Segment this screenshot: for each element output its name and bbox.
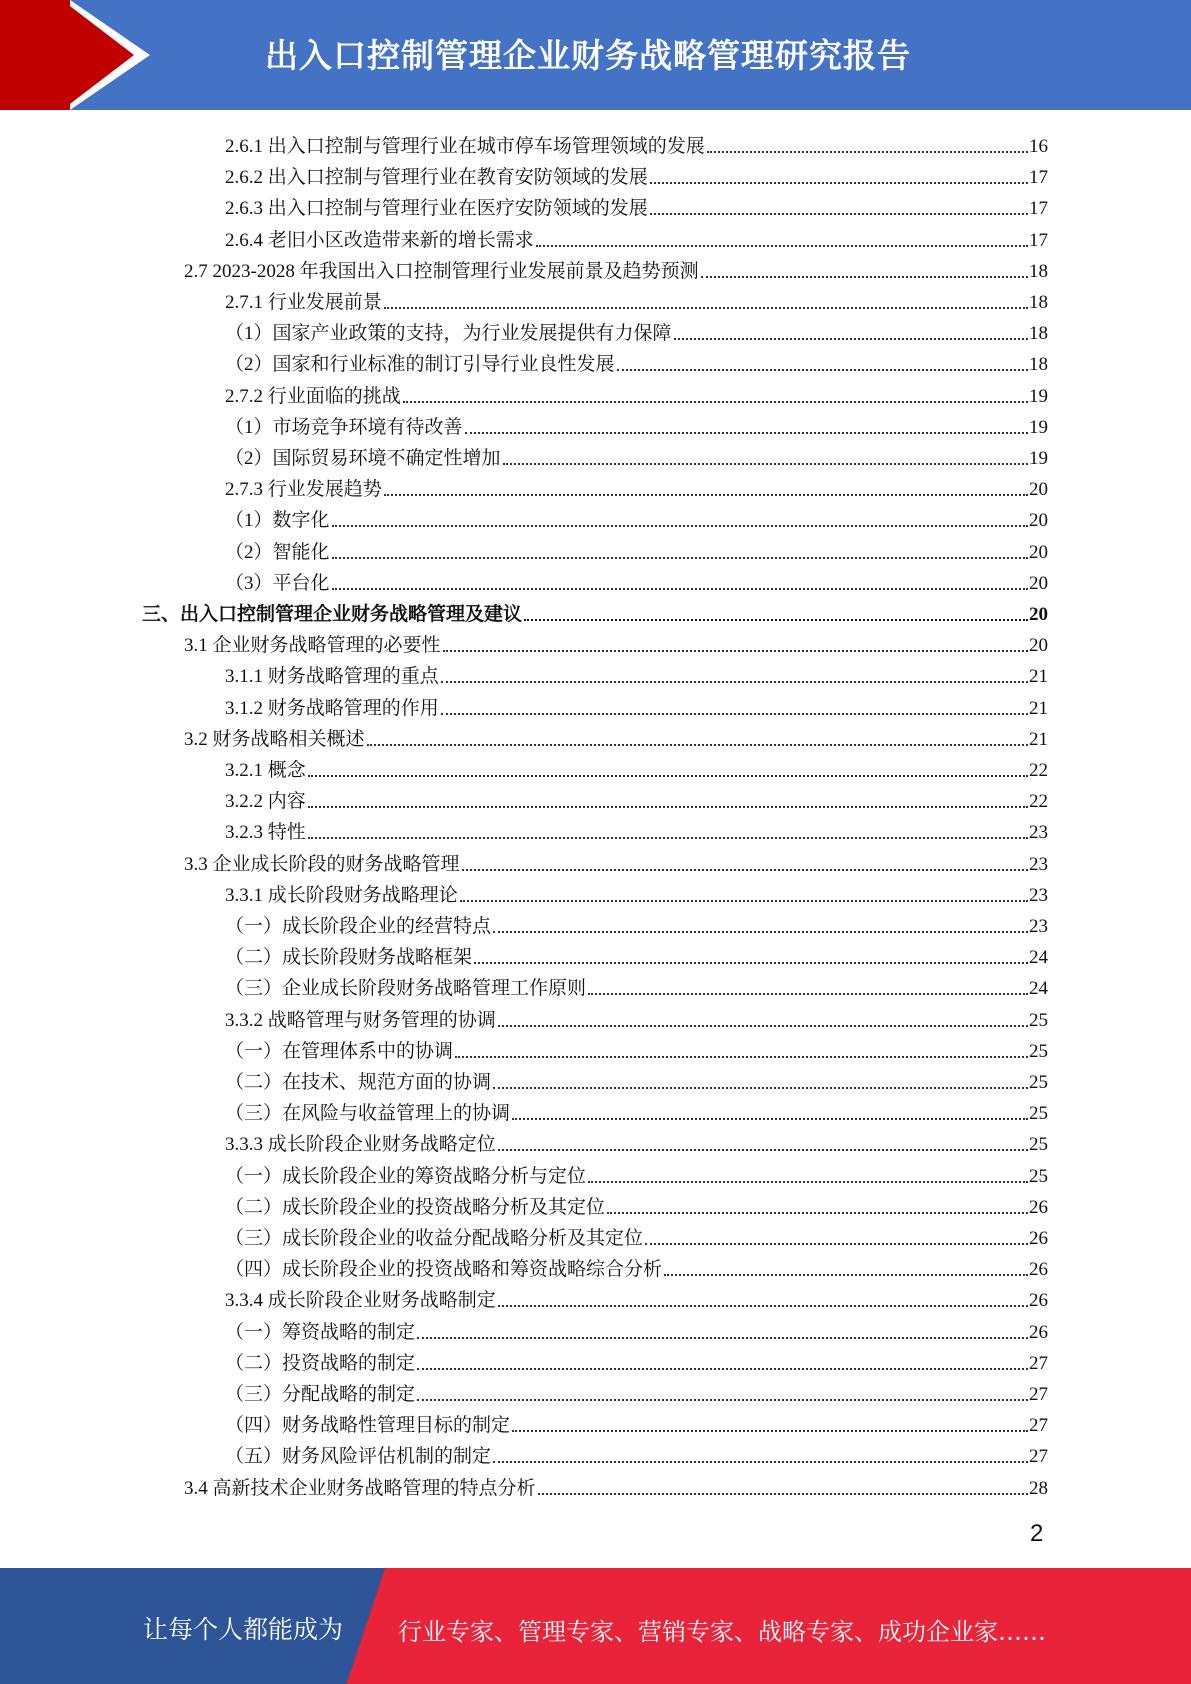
toc-entry-page: 17 — [1029, 229, 1048, 251]
toc-entry[interactable] — [225, 814, 1048, 845]
toc-leader-dots — [498, 1149, 1028, 1151]
toc-entry-label: 3.1 企业财务战略管理的必要性 — [184, 635, 441, 657]
toc-entry-label: 3.2.2 内容 — [225, 791, 306, 813]
toc-entry-page: 20 — [1029, 604, 1048, 625]
toc-entry-page: 19 — [1029, 385, 1048, 407]
toc-entry[interactable] — [184, 253, 1048, 284]
toc-entry[interactable] — [225, 159, 1048, 190]
toc-entry-label: （三）在风险与收益管理上的协调 — [225, 1103, 511, 1125]
toc-entry[interactable] — [225, 471, 1048, 502]
toc-entry-label: （1）市场竞争环境有待改善 — [225, 416, 463, 438]
toc-entry[interactable] — [225, 752, 1048, 783]
toc-entry[interactable] — [225, 690, 1048, 721]
footer-slogan-right: 行业专家、管理专家、营销专家、战略专家、成功企业家…… — [398, 1618, 1046, 1646]
toc-entry[interactable] — [225, 939, 1048, 970]
toc-entry-page: 23 — [1029, 822, 1048, 844]
toc-leader-dots — [308, 806, 1028, 808]
toc-leader-dots — [332, 557, 1028, 559]
toc-entry-page: 23 — [1029, 916, 1048, 937]
toc-entry-label: （三）分配战略的制定 — [225, 1384, 416, 1405]
page-footer — [0, 1568, 1191, 1684]
toc-leader-dots — [384, 307, 1028, 309]
toc-leader-dots — [503, 463, 1028, 465]
toc-entry[interactable] — [225, 1438, 1048, 1469]
toc-entry-label: 3.2 财务战略相关概述 — [184, 728, 365, 750]
toc-leader-dots — [443, 650, 1028, 652]
toc-entry-page: 20 — [1029, 510, 1048, 532]
toc-entry-label: （二）成长阶段财务战略框架 — [225, 947, 473, 969]
toc-entry-page: 18 — [1029, 260, 1048, 282]
toc-leader-dots — [367, 744, 1028, 746]
toc-entry[interactable] — [225, 658, 1048, 689]
toc-leader-dots — [536, 245, 1028, 247]
toc-entry[interactable] — [225, 1064, 1048, 1095]
toc-entry-label: （3）平台化 — [225, 572, 330, 594]
toc-entry[interactable] — [225, 284, 1048, 315]
toc-entry[interactable] — [225, 1251, 1048, 1282]
toc-leader-dots — [707, 151, 1028, 153]
toc-leader-dots — [493, 931, 1028, 933]
toc-entry[interactable] — [225, 346, 1048, 377]
toc-entry[interactable] — [225, 1282, 1048, 1313]
toc-leader-dots — [512, 1118, 1028, 1120]
toc-entry-page: 26 — [1029, 1228, 1048, 1249]
toc-entry-page: 24 — [1029, 978, 1048, 1000]
toc-entry[interactable] — [225, 440, 1048, 471]
toc-entry-page: 23 — [1029, 853, 1048, 875]
toc-entry[interactable] — [225, 1376, 1048, 1407]
toc-entry[interactable] — [225, 222, 1048, 253]
toc-leader-dots — [465, 432, 1028, 434]
toc-leader-dots — [384, 494, 1028, 496]
toc-entry-label: 2.7.3 行业发展趋势 — [225, 479, 382, 501]
toc-entry-page: 18 — [1029, 292, 1048, 313]
toc-entry-label: （五）财务风险评估机制的制定 — [225, 1446, 492, 1468]
toc-entry-page: 20 — [1029, 541, 1048, 563]
toc-entry-page: 25 — [1029, 1165, 1048, 1187]
toc-entry-label: （二）在技术、规范方面的协调 — [225, 1072, 492, 1093]
page-number: 2 — [1030, 1520, 1044, 1547]
toc-entry-label: 3.1.2 财务战略管理的作用 — [225, 697, 439, 719]
toc-entry-page: 28 — [1029, 1477, 1048, 1499]
toc-entry[interactable] — [225, 565, 1048, 596]
toc-entry[interactable] — [225, 1220, 1048, 1251]
toc-leader-dots — [460, 900, 1028, 902]
toc-entry-label: 2.6.1 出入口控制与管理行业在城市停车场管理领域的发展 — [225, 136, 705, 157]
toc-entry[interactable] — [184, 721, 1048, 752]
toc-leader-dots — [332, 588, 1028, 590]
toc-entry-page: 25 — [1029, 1040, 1048, 1062]
toc-leader-dots — [441, 681, 1028, 683]
toc-leader-dots — [664, 1274, 1028, 1276]
toc-entry-label: （一）成长阶段企业的筹资战略分析与定位 — [225, 1165, 587, 1187]
toc-leader-dots — [701, 276, 1028, 278]
toc-entry-label: 3.2.1 概念 — [225, 760, 306, 781]
toc-entry-page: 27 — [1029, 1446, 1048, 1468]
toc-entry-label: （1）国家产业政策的支持，为行业发展提供有力保障 — [225, 323, 672, 345]
toc-entry-label: （四）财务战略性管理目标的制定 — [225, 1415, 511, 1437]
page-header — [0, 0, 1191, 110]
toc-entry-page: 23 — [1029, 884, 1048, 906]
toc-leader-dots — [588, 993, 1028, 995]
toc-entry[interactable] — [184, 846, 1048, 877]
toc-entry[interactable] — [225, 378, 1048, 409]
toc-leader-dots — [493, 1087, 1028, 1089]
toc-entry-label: （三）企业成长阶段财务战略管理工作原则 — [225, 978, 587, 1000]
toc-leader-dots — [617, 369, 1028, 371]
toc-entry-label: （四）成长阶段企业的投资战略和筹资战略综合分析 — [225, 1259, 663, 1281]
toc-entry-label: （一）在管理体系中的协调 — [225, 1040, 454, 1062]
toc-entry[interactable] — [184, 1470, 1048, 1501]
toc-entry-page: 25 — [1029, 1009, 1048, 1031]
toc-leader-dots — [674, 338, 1028, 340]
toc-leader-dots — [650, 182, 1028, 184]
toc-entry[interactable] — [225, 190, 1048, 221]
toc-entry-label: 3.3.4 成长阶段企业财务战略制定 — [225, 1290, 496, 1312]
toc-entry-page: 25 — [1029, 1103, 1048, 1125]
toc-entry[interactable] — [225, 1345, 1048, 1376]
toc-entry-page: 24 — [1029, 947, 1048, 969]
toc-entry[interactable] — [225, 1158, 1048, 1189]
toc-entry-page: 20 — [1029, 479, 1048, 501]
toc-entry-label: 3.3.1 成长阶段财务战略理论 — [225, 884, 458, 906]
toc-entry[interactable] — [184, 627, 1048, 658]
toc-entry-page: 21 — [1029, 666, 1048, 688]
toc-entry-page: 18 — [1029, 354, 1048, 376]
toc-entry-page: 21 — [1029, 697, 1048, 719]
toc-entry[interactable] — [225, 783, 1048, 814]
header-red-chevron — [62, 0, 134, 110]
toc-entry-label: （2）智能化 — [225, 541, 330, 563]
toc-leader-dots — [417, 1337, 1028, 1339]
toc-leader-dots — [538, 1493, 1028, 1495]
toc-entry-page: 25 — [1029, 1134, 1048, 1156]
toc-entry-page: 22 — [1029, 760, 1048, 781]
toc-entry-label: （一）成长阶段企业的经营特点 — [225, 916, 492, 937]
toc-entry[interactable] — [225, 128, 1048, 159]
toc-entry[interactable] — [225, 409, 1048, 440]
toc-entry[interactable] — [225, 1033, 1048, 1064]
toc-leader-dots — [645, 1243, 1028, 1245]
toc-entry-label: （1）数字化 — [225, 510, 330, 532]
toc-entry[interactable] — [225, 970, 1048, 1001]
toc-entry-label: 2.6.2 出入口控制与管理行业在教育安防领域的发展 — [225, 167, 648, 189]
toc-leader-dots — [588, 1181, 1028, 1183]
toc-entry-page: 16 — [1029, 136, 1048, 157]
toc-entry-page: 27 — [1029, 1352, 1048, 1374]
toc-entry-page: 26 — [1029, 1321, 1048, 1343]
toc-entry-label: 2.7 2023-2028 年我国出入口控制管理行业发展前景及趋势预测 — [184, 260, 699, 282]
toc-entry-page: 19 — [1029, 416, 1048, 438]
toc-entry[interactable] — [225, 315, 1048, 346]
toc-leader-dots — [607, 1212, 1028, 1214]
toc-leader-dots — [403, 401, 1028, 403]
toc-entry-label: 3.3.2 战略管理与财务管理的协调 — [225, 1009, 496, 1031]
toc-entry[interactable] — [225, 1189, 1048, 1220]
toc-entry-page: 27 — [1029, 1415, 1048, 1437]
footer-slogan-left: 让每个人都能成为 — [143, 1615, 344, 1644]
toc-entry[interactable] — [225, 1314, 1048, 1345]
toc-entry-label: （二）成长阶段企业的投资战略分析及其定位 — [225, 1196, 606, 1218]
toc-entry-label: （三）成长阶段企业的收益分配战略分析及其定位 — [225, 1228, 644, 1249]
toc-leader-dots — [308, 837, 1028, 839]
toc-entry-label: 3.4 高新技术企业财务战略管理的特点分析 — [184, 1477, 536, 1499]
toc-entry[interactable] — [225, 502, 1048, 533]
toc-leader-dots — [493, 1461, 1028, 1463]
toc-leader-dots — [332, 525, 1028, 527]
toc-leader-dots — [498, 1305, 1028, 1307]
toc-leader-dots — [417, 1368, 1028, 1370]
header-red-block — [0, 0, 70, 110]
toc-entry-label: 3.1.1 财务战略管理的重点 — [225, 666, 439, 688]
toc-leader-dots — [512, 1430, 1028, 1432]
toc-entry-page: 21 — [1029, 728, 1048, 750]
toc-entry-label: （一）筹资战略的制定 — [225, 1321, 416, 1343]
toc-entry-page: 27 — [1029, 1384, 1048, 1405]
toc-leader-dots — [455, 1056, 1028, 1058]
toc-entry-label: 3.2.3 特性 — [225, 822, 306, 844]
toc-leader-dots — [441, 713, 1028, 715]
toc-entry-page: 17 — [1029, 167, 1048, 189]
toc-entry[interactable] — [225, 534, 1048, 565]
toc-entry-label: 2.6.3 出入口控制与管理行业在医疗安防领域的发展 — [225, 198, 648, 220]
toc-leader-dots — [498, 1025, 1028, 1027]
toc-entry-label: 三、出入口控制管理企业财务战略管理及建议 — [142, 604, 523, 625]
toc-leader-dots — [308, 775, 1028, 777]
toc-entry-page: 26 — [1029, 1196, 1048, 1218]
toc-entry[interactable] — [225, 1095, 1048, 1126]
toc-entry[interactable] — [225, 1126, 1048, 1157]
toc-entry-label: 3.3 企业成长阶段的财务战略管理 — [184, 853, 460, 875]
toc-entry[interactable] — [225, 1407, 1048, 1438]
toc-leader-dots — [474, 962, 1028, 964]
toc-entry-label: （二）投资战略的制定 — [225, 1352, 416, 1374]
toc-entry[interactable] — [225, 877, 1048, 908]
toc-leader-dots — [462, 869, 1028, 871]
toc-entry[interactable] — [225, 1002, 1048, 1033]
toc-entry-page: 19 — [1029, 448, 1048, 469]
toc-entry-label: （2）国家和行业标准的制订引导行业良性发展 — [225, 354, 615, 376]
toc-entry[interactable] — [225, 908, 1048, 939]
toc-entry-page: 17 — [1029, 198, 1048, 220]
report-title: 出入口控制管理企业财务战略管理研究报告 — [265, 36, 911, 75]
toc-entry-label: （2）国际贸易环境不确定性增加 — [225, 448, 501, 469]
toc-entry-page: 18 — [1029, 323, 1048, 345]
toc-leader-dots — [417, 1399, 1028, 1401]
toc-entry-label: 2.7.1 行业发展前景 — [225, 292, 382, 313]
toc-entry[interactable] — [142, 596, 1048, 627]
toc-entry-page: 22 — [1029, 791, 1048, 813]
toc-leader-dots — [650, 213, 1028, 215]
toc-entry-page: 25 — [1029, 1072, 1048, 1093]
toc-entry-label: 2.6.4 老旧小区改造带来新的增长需求 — [225, 229, 534, 251]
toc-entry-label: 3.3.3 成长阶段企业财务战略定位 — [225, 1134, 496, 1156]
toc-entry-page: 20 — [1029, 635, 1048, 657]
toc-entry-page: 20 — [1029, 572, 1048, 594]
toc-leader-dots — [524, 619, 1028, 621]
toc-entry-page: 26 — [1029, 1259, 1048, 1281]
toc-entry-label: 2.7.2 行业面临的挑战 — [225, 385, 401, 407]
toc-entry-page: 26 — [1029, 1290, 1048, 1312]
